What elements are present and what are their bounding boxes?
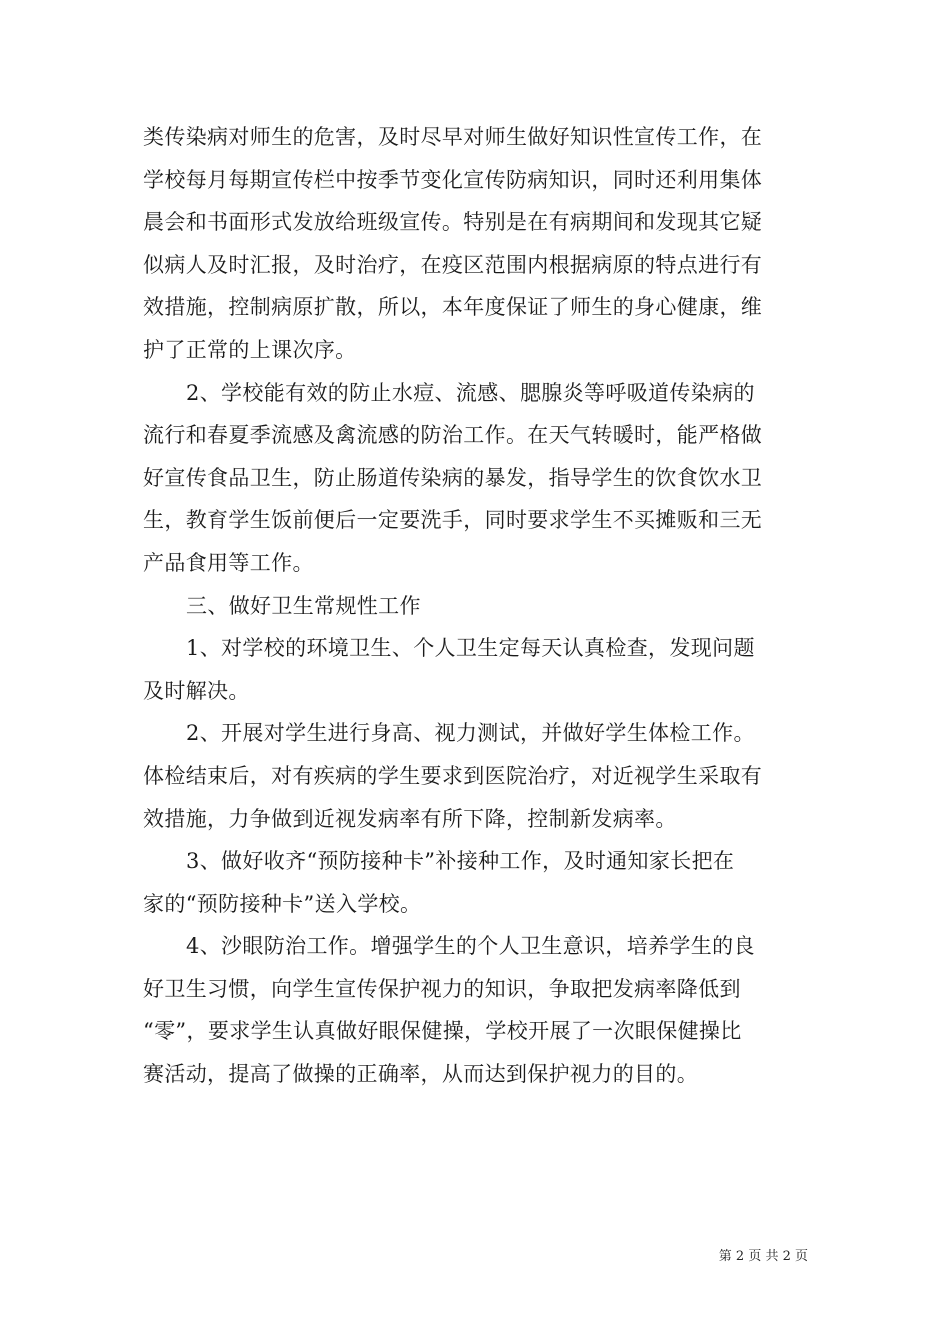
text-line: 学校每月每期宣传栏中按季节变化宣传防病知识，同时还利用集体 [143, 167, 763, 192]
text-line: 似病人及时汇报，及时治疗，在疫区范围内根据病原的特点进行有 [143, 252, 763, 277]
text-line: 3、做好收齐“预防接种卡”补接种工作，及时通知家长把在 [186, 849, 735, 874]
document-body [143, 116, 809, 1096]
text-line: 及时解决。 [143, 678, 250, 703]
text-line: 产品食用等工作。 [143, 550, 314, 575]
text-line: 1、对学校的环境卫生、个人卫生定每天认真检查，发现问题 [186, 636, 755, 661]
text-line: 流行和春夏季流感及禽流感的防治工作。在天气转暖时，能严格做 [143, 423, 763, 448]
text-line: “零”，要求学生认真做好眼保健操，学校开展了一次眼保健操比 [143, 1019, 742, 1044]
text-line: 效措施，控制病原扩散，所以，本年度保证了师生的身心健康，维 [143, 295, 763, 320]
text-line: 2、开展对学生进行身高、视力测试，并做好学生体检工作。 [186, 721, 755, 746]
text-line: 生，教育学生饭前便后一定要洗手，同时要求学生不买摊贩和三无 [143, 508, 763, 533]
text-line: 三、做好卫生常规性工作 [186, 593, 421, 618]
text-line: 类传染病对师生的危害，及时尽早对师生做好知识性宣传工作，在 [143, 125, 763, 149]
text-line: 晨会和书面形式发放给班级宣传。特别是在有病期间和发现其它疑 [143, 210, 763, 235]
text-line: 好卫生习惯，向学生宣传保护视力的知识，争取把发病率降低到 [143, 976, 741, 1001]
text-line: 赛活动，提高了做操的正确率，从而达到保护视力的目的。 [143, 1062, 699, 1087]
text-line: 护了正常的上课次序。 [143, 337, 357, 362]
text-line: 4、沙眼防治工作。增强学生的个人卫生意识，培养学生的良 [186, 934, 755, 959]
page-number-footer: 第 2 页 共 2 页 [718, 1249, 808, 1264]
text-line: 效措施，力争做到近视发病率有所下降，控制新发病率。 [143, 806, 677, 831]
text-line: 好宣传食品卫生，防止肠道传染病的暴发，指导学生的饮食饮水卫 [143, 465, 763, 490]
text-line: 家的“预防接种卡”送入学校。 [143, 891, 422, 916]
text-line: 2、学校能有效的防止水痘、流感、腮腺炎等呼吸道传染病的 [186, 380, 755, 405]
text-line: 体检结束后，对有疾病的学生要求到医院治疗，对近视学生采取有 [143, 763, 763, 788]
